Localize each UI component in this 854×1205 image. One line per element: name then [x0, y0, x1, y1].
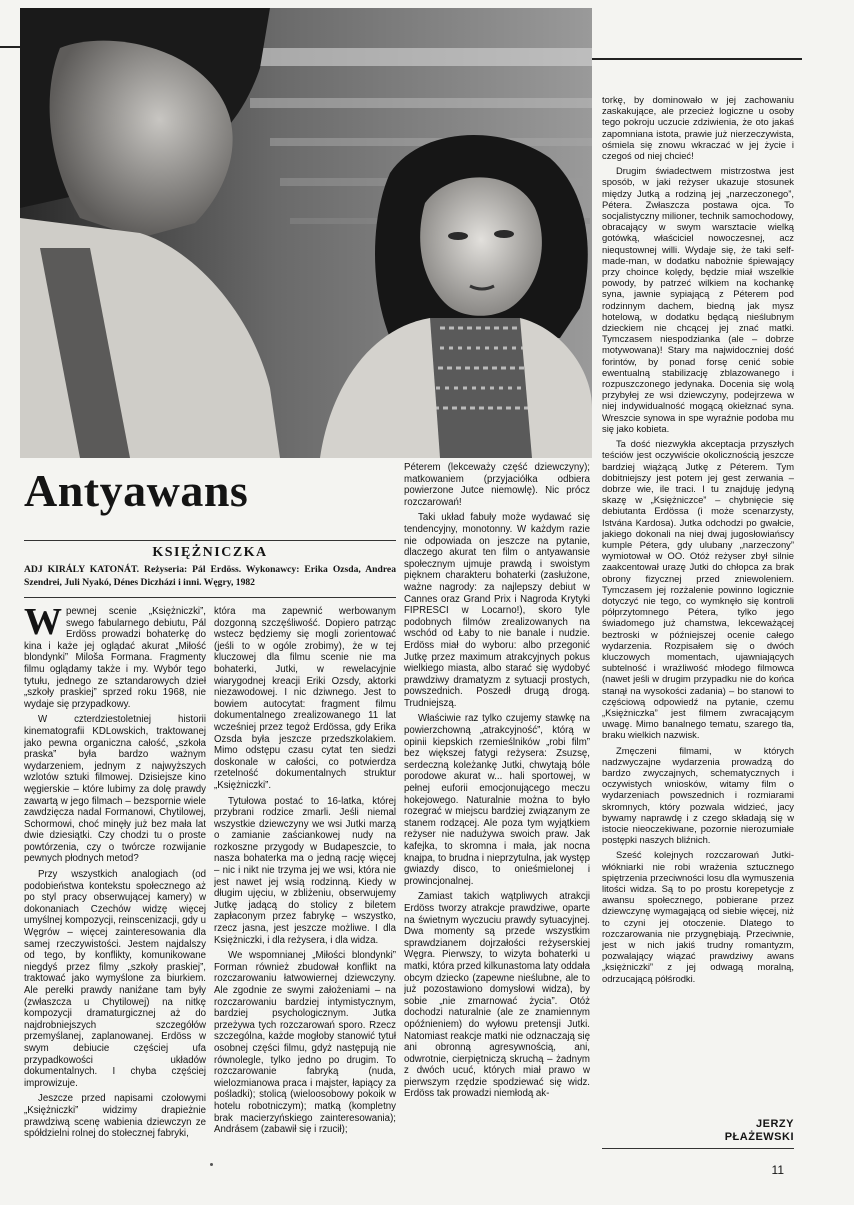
paragraph: Ta dość niezwykła akceptacja przyszłych teściów jest oczywiście okolicznością jeszcze bardziej wiążącą Jutkę z Péterem. Tym dobitniejszy jest potem jej gest zerwania – dobrze wie, ile traci. I tu znajduję jedyną skazę w „Księżniczce” – chybnięcie się debiutanta Erdössa (i może scenarzysty, Istvána Kardosa). Jutka odchodzi po gwałcie, jakiego dokonali na niej dwaj jugosłowiańscy kumple Pétera, gdy ulubany „narzeczony” wymiotował w OO. Otóż reżyser zbył silnie zaakcentował urazę Jutki do chłopca za brak obrony fizycznej przed zniewoleniem. Tymczasem jej rozżalenie powinno logicznie dotyczyć nie tego, co wymknęło się kontroli półprzytomnego Pétera, tylko jego świadomego już chamstwa, lekceważącej beztroski w późniejszej ocenie całego wydarzenia. Rozpisałem się o dwóch kluczowych momentach, ujawniających subtelność i wrażliwość młodego filmowca (nawet jeśli w drugim przypadku nie do końca stanął na wysokości zadania) – bo stanowi to częściową odpowiedź na pytanie, czemu „Księżniczka” jest filmem zwracającym uwagę. Mimo banalnego tematu, szarego tła, braku wielkich nazwisk. — [602, 438, 794, 741]
paragraph: Taki układ fabuły może wydawać się tendencyjny, monotonny. W każdym razie nie odpowiada on jeszcze na pytanie, dlaczego akurat ten film o antyawansie społecznym ujmuje prawdą i swoistym pięknem charakteru bohaterki (zasłużone, ważne nagrody: za najlepszy debiut w Cannes oraz Grand Prix i Nagroda Krytyki FIPRESCI w Locarno!), skoro tyle podobnych filmów zrealizowanych na wschód od Łaby to nie banale i nudzie. Erdöss miał do wyboru: albo przegonić Jutkę przez maximum atrakcyjnych pokus wielkiego miasta, albo starać się wydobyć prawdziwy dramatyzm z sytuacji prostych, powszednich. Poszedł drugą drogą. Trudniejszą. — [404, 512, 590, 709]
article-column-1 — [24, 606, 206, 1146]
paragraph: Péterem (lekceważy część dziewczyny); matkowaniem (przyjaciółka odbiera powierzone Jutce niemowlę). Nic prócz rozczarowań! — [404, 462, 590, 508]
dropcap: W — [24, 606, 62, 643]
film-title: KSIĘŻNICZKA — [152, 545, 268, 560]
author-last-name: PŁAŻEWSKI — [724, 1131, 794, 1143]
paragraph: Sześć kolejnych rozczarowań Jutki-włókniarki nie robi wrażenia sztucznego spiętrzenia przeciwności losu dla wymuszenia litości widza. Są to po prostu korepetycje z awansu społecznego, pobierane przez dziewczynę wymagającą od siebie więcej, niż to czyni jej otoczenie. Dlatego to rozczarowania nie przygnębiają. Przeciwnie, jest w nich jakiś trudny romantyzm, pozwalający wiązać prawdziwy awans „księżniczki” z jej odwagą moralną, odrzucającą półśrodki. — [602, 849, 794, 984]
author-byline — [725, 1118, 794, 1144]
paragraph: W czterdziestoletniej historii kinematografii KDLowskich, traktowanej jako pewna organiczna całość, „szkoła praska” była bardzo ważnym wydarzeniem, jednym z najwyższych wzlotów sztuki filmowej. Dzisiejsze kino węgierskie – które lubimy za dolę prawdy zawartą w jego filmach – bezspornie wiele zawdzięcza nadal Formanowi, Chytilowej, Schormowi, choć minęły już bez mała lat dwie dziesiątki. Czy chodzi tu o proste powtórzenia, czy o twórcze rozwijanie pewnych płodnych metod? — [24, 714, 206, 865]
paragraph: torkę, by dominowało w jej zachowaniu zaskakujące, ale przecież logiczne u osoby tego pokroju uczucie zdziwienia, że oto jakaś zapomniana istota, prawie już nierzeczywista, ośmiela się znowu wkraczać w jej życie i czegoś od niej chcieć! — [602, 94, 794, 162]
paragraph — [24, 606, 206, 710]
paragraph: Jeszcze przed napisami czołowymi „Księżniczki” widzimy drapieżnie prawdziwą scenę wabienia dziewczyn ze spółdzielni rolnej do stołecznej fabryki, — [24, 1093, 206, 1140]
paragraph: Tytułowa postać to 16-latka, której przybrani rodzice zmarli. Jeśli niemal wszystkie dziewczyny we wsi Jutki marzą o zamianie zaściankowej nudy na rozkoszne przygody w Budapeszcie, to nasza bohaterka ma o jedną rację więcej – nic i nikt nie trzyma jej we wsi, która nie jest nawet jej wsią rodzinną. Kiedy w długim ujęciu, w zbliżeniu, obserwujemy Jutkę jadącą do stolicy z biletem zapłaconym przez fabrykę – wszystko, rzecz jasna, jest jeszcze możliwe. I dla Księżniczki, i dla reżysera, i dla widza. — [214, 795, 396, 946]
article-column-4 — [602, 94, 794, 1116]
paragraph: We wspomnianej „Miłości blondynki” Forman również zbudował konflikt na rozczarowaniu łatwowiernej dziewczyny. Ale zgodnie ze swymi założeniami – na rozczarowaniu bardziej intymistycznym, bardziej psychologicznym. Jutka przeżywa tych rozczarowań sporo. Rzecz szczególna, każde mogłoby stanowić tytuł osobnej części filmu, gdyż następują nie równolegle, tylko jedno po drugim. To rozczarowanie fabryką (nuda, wielozmianowa praca i majster, łapiący za pośladki); stolicą (wieloosobowy pokoik w hotelu robotniczym); matką (kompletny brak macierzyńskiego zainteresowania); Andrásem (zabawił się i rzucił); — [214, 950, 396, 1136]
print-mark — [210, 1163, 213, 1166]
paragraph: która ma zapewnić werbowanym dozgonną szczęśliwość. Dopiero patrząc wstecz będziemy się mogli zorientować (jeśli to w ogóle zrobimy), że w tej kluczowej dla filmu scenie nie ma bohaterki, Jutki, w rewelacyjnie wiarygodnej kreacji Eriki Ozsdy, aktorki niezawodowej. I nic dziwnego. Jest to bowiem autocytat: fragment filmu dokumentalnego zrealizowanego 11 lat wcześniej przez tegoż Erdössa, gdy Erika Ozsda była jeszcze przedszkolakiem. Mimo odstępu czasu cytat ten siedzi doskonale w całości, co potwierdza rzetelność dokumentalnych struktur „Księżniczki”. — [214, 606, 396, 791]
paragraph: Przy wszystkich analogiach (od podobieństwa kontekstu społecznego aż po styl pracy obserwującej kamery) w dokonaniach Czechów widzę więcej umyślnej kompozycji, reinscenizacji, gdy u Węgrów – więcej zainteresowania dla samej rzeczywistości. Jestem najdalszy od tego, by konflikty, komunikowane niegdyś przez filmy „szkoły praskiej”, traktować jako wymyślone za biurkiem. Ale perełki prawdy naniźane tam były (zwłaszcza u Chytilowej) na nitkę kompozycji dramaturgicznej aż do najdrobniejszych szczegółów przemyślanej, zaplanowanej. Erdöss w swym debiucie częściej ufa przypadkowości układów dokumentalnych. I chyba częściej improwizuje. — [24, 869, 206, 1089]
paragraph: Właściwie raz tylko czujemy stawkę na powierzchowną „atrakcyjność”, którą w opinii kiepskich rzemieślników „robi film” bez większej fatygi reżysera: Zsuzsę, serdeczną koleżankę Jutki, chwytają bóle porodowe akurat w... hali sportowej, w pełnej euforii emocjonującego meczu hokejowego. Naturalnie można to było rozegrać w miejscu bardziej związanym ze stanem rodzącej. Ale poza tym wyjątkiem reżyser nie nadużywa swoich praw. Jak kafejka, to skromna i mała, jak nocna knajpa, to brudna i nieprzytulna, jak występ gwiazdy disco, to onieśmielonej i prowincjonalnej. — [404, 713, 590, 887]
headline: Antyawans — [24, 465, 249, 516]
footer-rule — [602, 1148, 794, 1149]
paragraph: Zmęczeni filmami, w których nadzwyczajne wydarzenia prowadzą do bardzo zwyczajnych, schematycznych i oczywistych wniosków, witamy film o wydarzeniach powszednich i rozmiarami skromnych, który pozwala widzieć, jacy bywamy naprawdę i z czego składają się w istocie nieoczekiwane, pozornie nierozumiałe postępki naszych bliźnich. — [602, 744, 794, 846]
top-left-rule — [0, 46, 20, 48]
film-still-image — [20, 8, 592, 458]
credits-rule — [24, 597, 396, 598]
paragraph: Zamiast takich wątpliwych atrakcji Erdöss tworzy atrakcje prawdziwe, oparte na świetnym wyczuciu prawdy sytuacyjnej. Dwa momenty są przede wszystkim sprawdzianem dojrzałości reżyserskiej Węgra. Pierwszy, to wizyta bohaterki u matki, która przed kilkunastoma laty oddała obcym dziecko (zapewne nieślubne, ale to już pozostawiono domysłowi widza), by sobie „nie zmarnować życia”. Otóż dochodzi naturalnie (ale ze znamiennym opóźnieniem) do wyłowu pretensji Jutki. Natomiast reakcje matki nie odznaczają się ani obronną agresywnością, ani, odwrotnie, cierpiętniczą skruchą – żadnym z dwóch ucuć, których miał prawo w pierwszym rzędzie spodziewać się widz. Erdöss tak prowadzi niemłodą ak- — [404, 891, 590, 1100]
paragraph: Drugim świadectwem mistrzostwa jest sposób, w jaki reżyser ukazuje stosunek między Jutką a rodziną jej „narzeczonego”, Pétera. Zwłaszcza postawa ojca. To socjalistyczny milioner, technik samochodowy, obracający w swym warsztacie wielką gotówką, właściciel nowoczesnej, acz niequstownej willi. Wydaje się, że taki self-made-man, w dodatku nabożnie śpiewający przy choince kolędy, będzie miał wszelkie powody, by patrzeć wilkiem na kochankę syna, jawnie sypiającą z Péterem pod rodzinnym dachem, biedną jak mysz hotelową, w dodatku będącą nieślubnym dzieckiem nie chcącej jej znać matki. Tymczasem niespodzianka (ale – dobrze motywowana)! Stary ma najwidoczniej dość forintów, by ponad forsę cenić sobie ewentualną stabilizację zblazowanego i rozpuszczonego jedynaka. Docenia się wolą przybyłej ze wsi dziewczyny, podejrzewa w niej indywidualność mogącą okiełznać syna. Wreszcie synowa in spe wyraźnie podoba mu się jako kobieta. — [602, 165, 794, 434]
page-number: 11 — [771, 1163, 784, 1177]
film-credits: ADJ KIRÁLY KATONÁT. Reżyseria: Pál Erdöss. Wykonawcy: Erika Ozsda, Andrea Szendrei, Juli Nyakó, Dénes Diczházi i inni. Węgry, 1982 — [24, 564, 396, 588]
author-first-name: JERZY — [756, 1118, 794, 1130]
headline-rule — [24, 540, 396, 541]
top-right-rule — [592, 58, 802, 60]
film-still-photo — [20, 8, 592, 458]
article-column-2 — [214, 606, 396, 1146]
article-column-3 — [404, 462, 590, 1148]
paragraph-text: pewnej scenie „Księżniczki”, swego fabularnego debiutu, Pál Erdöss prowadzi bohaterkę do kina i każe jej oglądać akurat „Miłość blondynki” Miloša Formana. Fragmenty filmu oglądamy także i my. Wybór tego tytułu, jednego ze sztandarowych dzieł „szkoły praskiej” sprzed roku 1968, nie wydaje się przypadkowy. — [24, 606, 206, 710]
